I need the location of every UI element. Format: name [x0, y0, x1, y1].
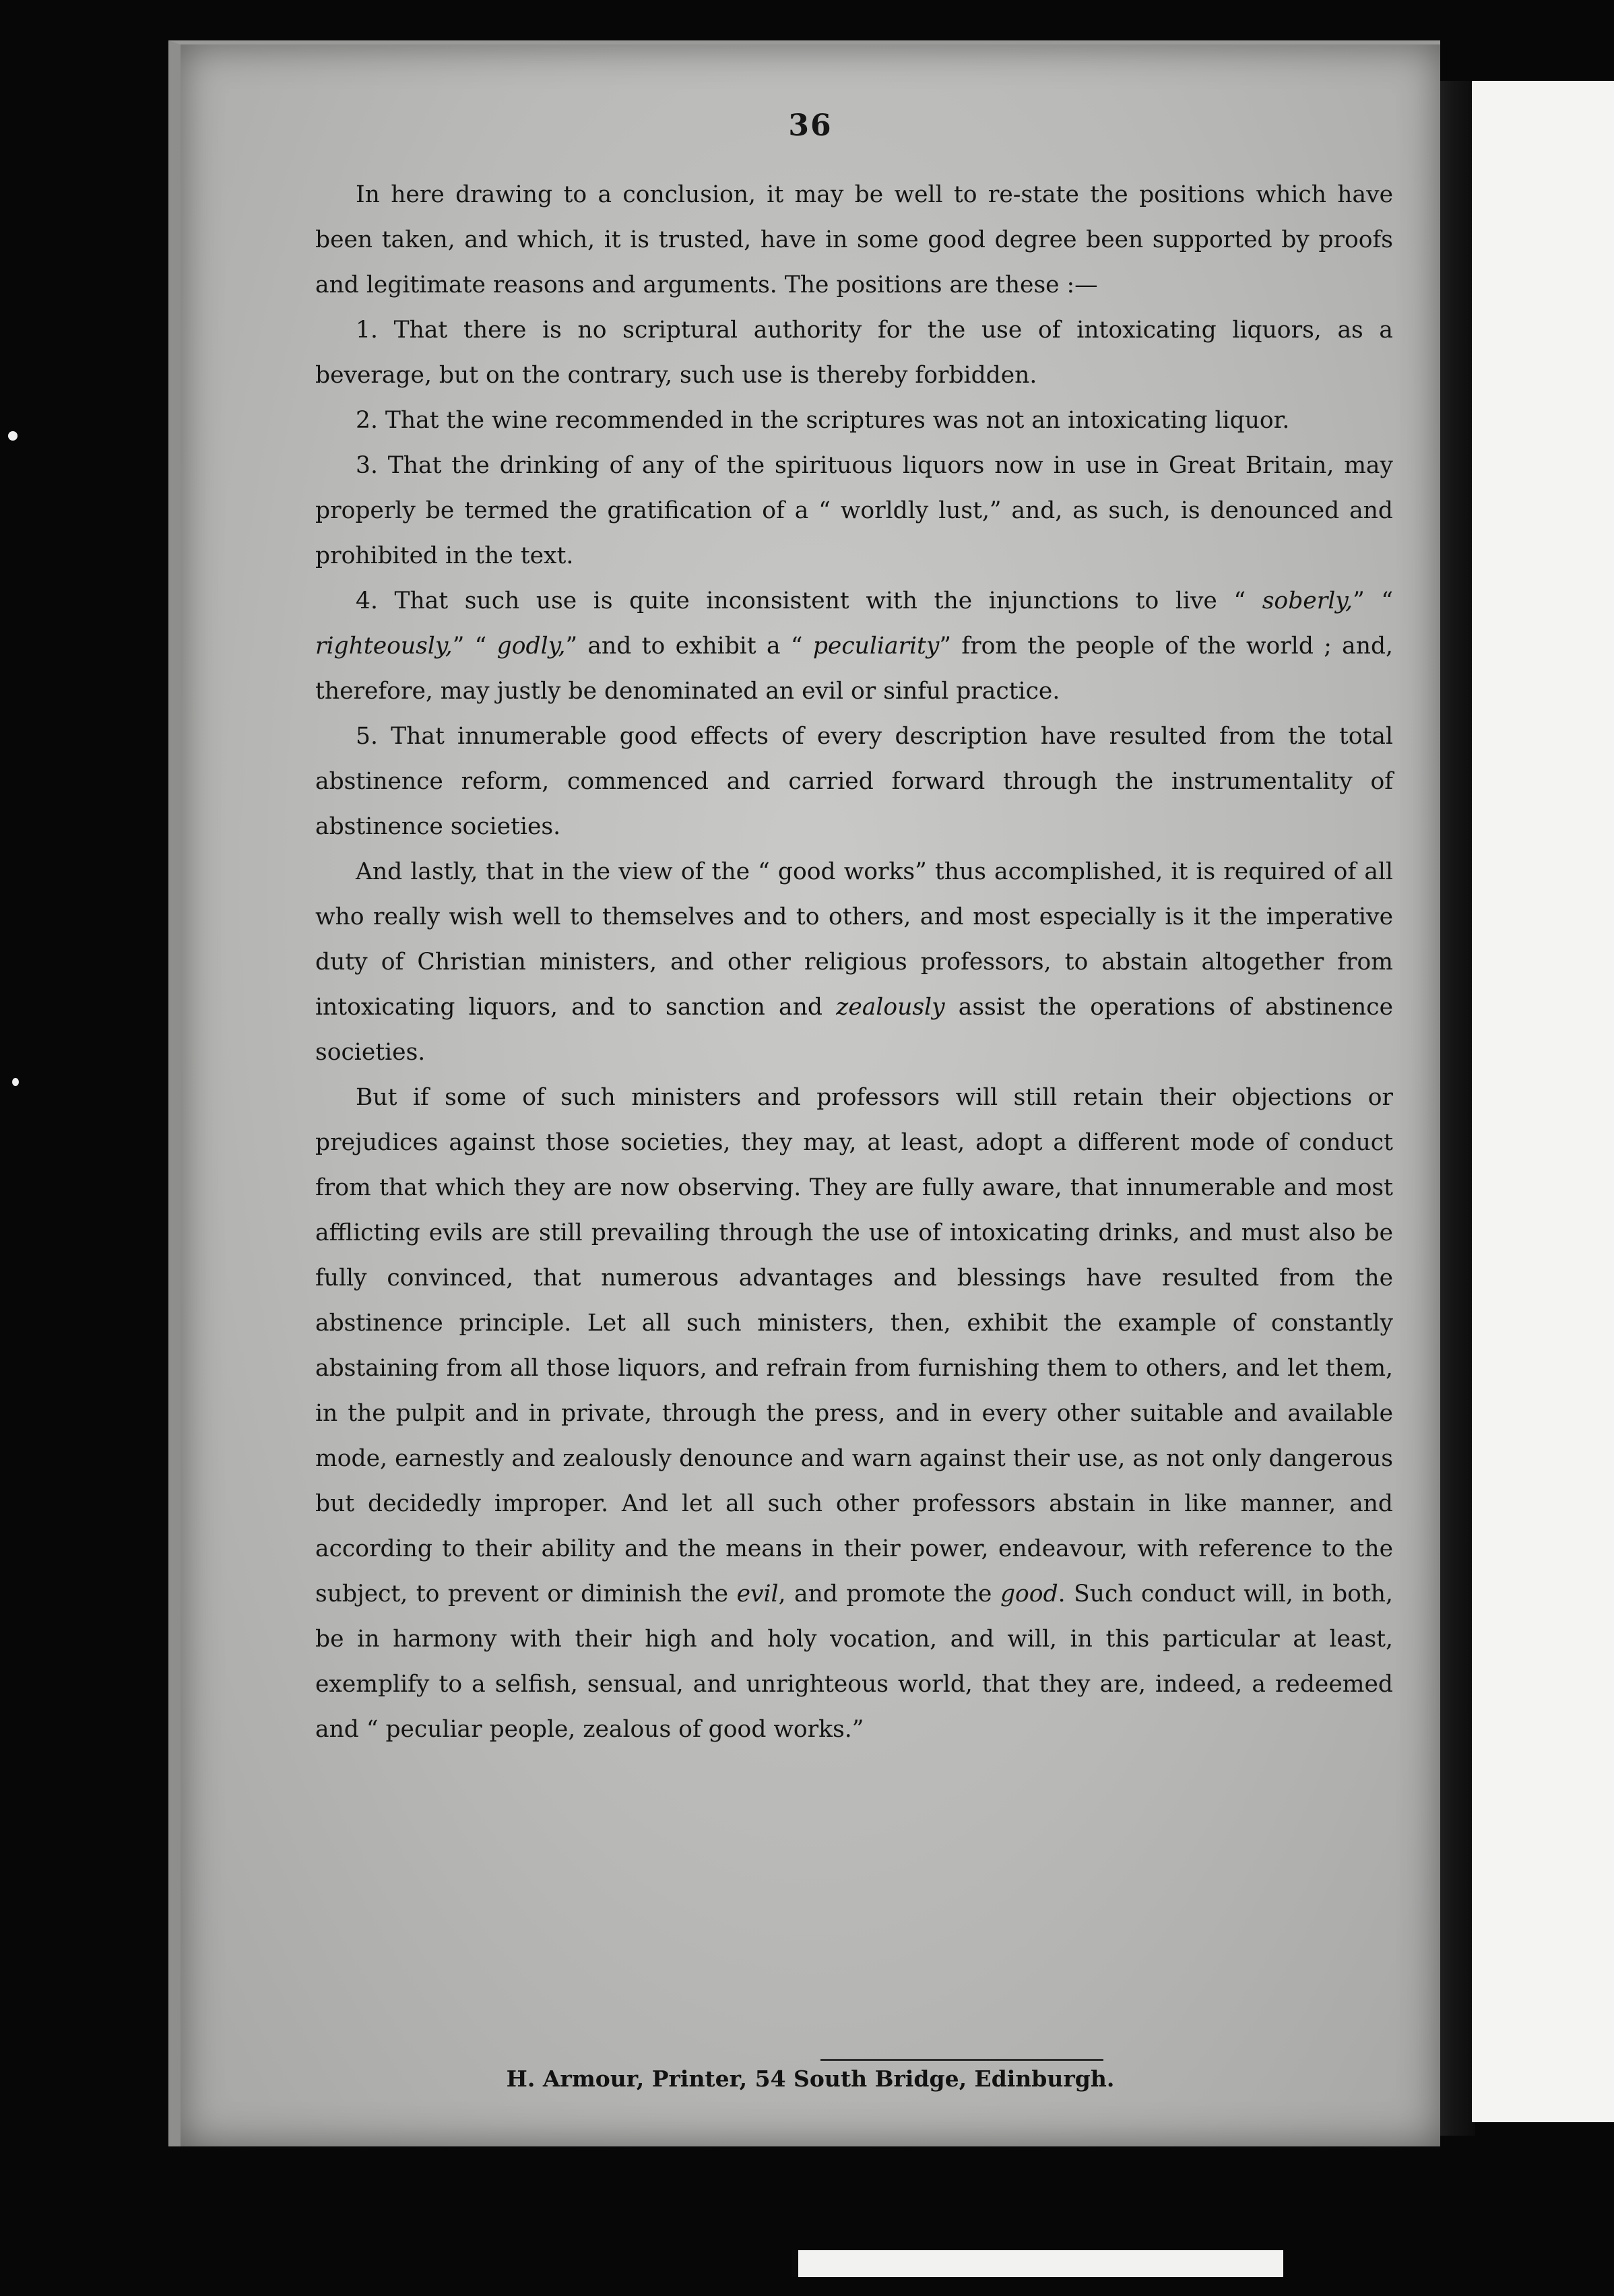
italic-zealously: zealously	[836, 994, 945, 1021]
lastly-end: assist the operations of abstinence societies.	[315, 994, 1394, 1066]
italic-righteously: righteously,	[315, 633, 453, 660]
conclusion-end: . Such conduct will, in both, be in harmony with their high and holy vocation, and will, in this particular at least, exemplify to a selfish, sensual, and unrighteous world, that they are, indeed, a redeemed and “ peculiar people, zealous of good works.”	[315, 1581, 1393, 1743]
quote-separator: ” “	[1353, 587, 1393, 614]
adjacent-page-edge	[1472, 81, 1614, 2122]
printer-imprint: H. Armour, Printer, 54 South Bridge, Edinburgh.	[506, 2066, 1115, 2092]
lastly-text: And lastly, that in the view of the “ good works” thus accomplished, it is required of all who really wish well to themselves and to others, and most especially is it the imperative duty of Christian ministers, and other religious professors, to abstain altogether from intoxicating liquors, and to sanction and	[315, 858, 1393, 1021]
italic-soberly: soberly,	[1262, 587, 1353, 614]
page-text	[315, 172, 1393, 1752]
italic-peculiarity: peculiarity	[812, 633, 940, 660]
scan-speck	[12, 1078, 19, 1086]
paragraph-position-4	[315, 579, 1393, 714]
italic-godly: godly,	[496, 633, 566, 660]
position-4-middle: ” and to exhibit a “	[565, 633, 813, 660]
paragraph-conclusion	[315, 1075, 1393, 1752]
page-number: 36	[788, 108, 833, 143]
page-tab-edge	[792, 2250, 1283, 2277]
book-page	[168, 40, 1440, 2146]
paragraph-lastly	[315, 850, 1393, 1075]
quote-separator: ” “	[452, 633, 497, 660]
imprint-rule	[820, 2059, 1103, 2061]
position-4-end: ” from the	[939, 633, 1066, 660]
paragraph-position-3: 3. That the drinking of any of the spirituous liquors now in use in Great Britain, may properly be termed the gratification of a “ worldly lust,” and, as such, is denounced and prohibited in the text.	[315, 452, 1393, 569]
paragraph-position-1: 1. That there is no scriptural authority for the use of intoxicating liquors, as a beverage, but on the contrary, such use is thereby forbidden.	[315, 317, 1393, 389]
conclusion-text: But if some of such ministers and professors will still retain their objections or prejudices against those societies, they may, at least, adopt a different mode of conduct from that which they are now observing. They are fully aware, that innumerable and most afflicting evils are still prevailing through the use of intoxicating drinks, and must also be fully convinced, that numerous advantages and blessings have resulted from the abstinence principle. Let all such ministers, then, exhibit the example of constantly abstaining from all those liquors, and refrain from furnishing them to others, and let them, in the pulpit and in private, through the press, and in every other suitable and available mode, earnestly and zealously denounce and warn against their use, as not only dangerous but decidedly improper. And let all such other professors abstain in like manner, and according to their ability and the means in their power, endeavour, with reference to the subject, to prevent or diminish the	[315, 1084, 1393, 1607]
position-4-rest: people of the world ; and, therefore, may justly be denominated an evil or sinful practice.	[315, 633, 1393, 705]
position-4-start: 4. That such use is quite inconsistent with the injunctions to live	[356, 587, 1217, 614]
scan-speck	[8, 431, 18, 441]
paragraph-intro: In here drawing to a conclusion, it may be well to re-state the positions which have been taken, and which, it is trusted, have in some good degree been supported by proofs and legitimate reasons and arguments. The positions are these :—	[315, 181, 1393, 298]
italic-good: good	[1000, 1581, 1058, 1607]
paragraph-position-5: 5. That innumerable good effects of every description have resulted from the total abstinence reform, commenced and carried forward through the instrumentality of abstinence societies.	[315, 723, 1393, 840]
italic-evil: evil	[736, 1581, 779, 1607]
paragraph-position-2: 2. That the wine recommended in the scriptures was not an intoxicating liquor.	[356, 407, 1290, 434]
conclusion-mid: , and promote the	[778, 1581, 992, 1607]
quote-open: “	[1233, 587, 1262, 614]
